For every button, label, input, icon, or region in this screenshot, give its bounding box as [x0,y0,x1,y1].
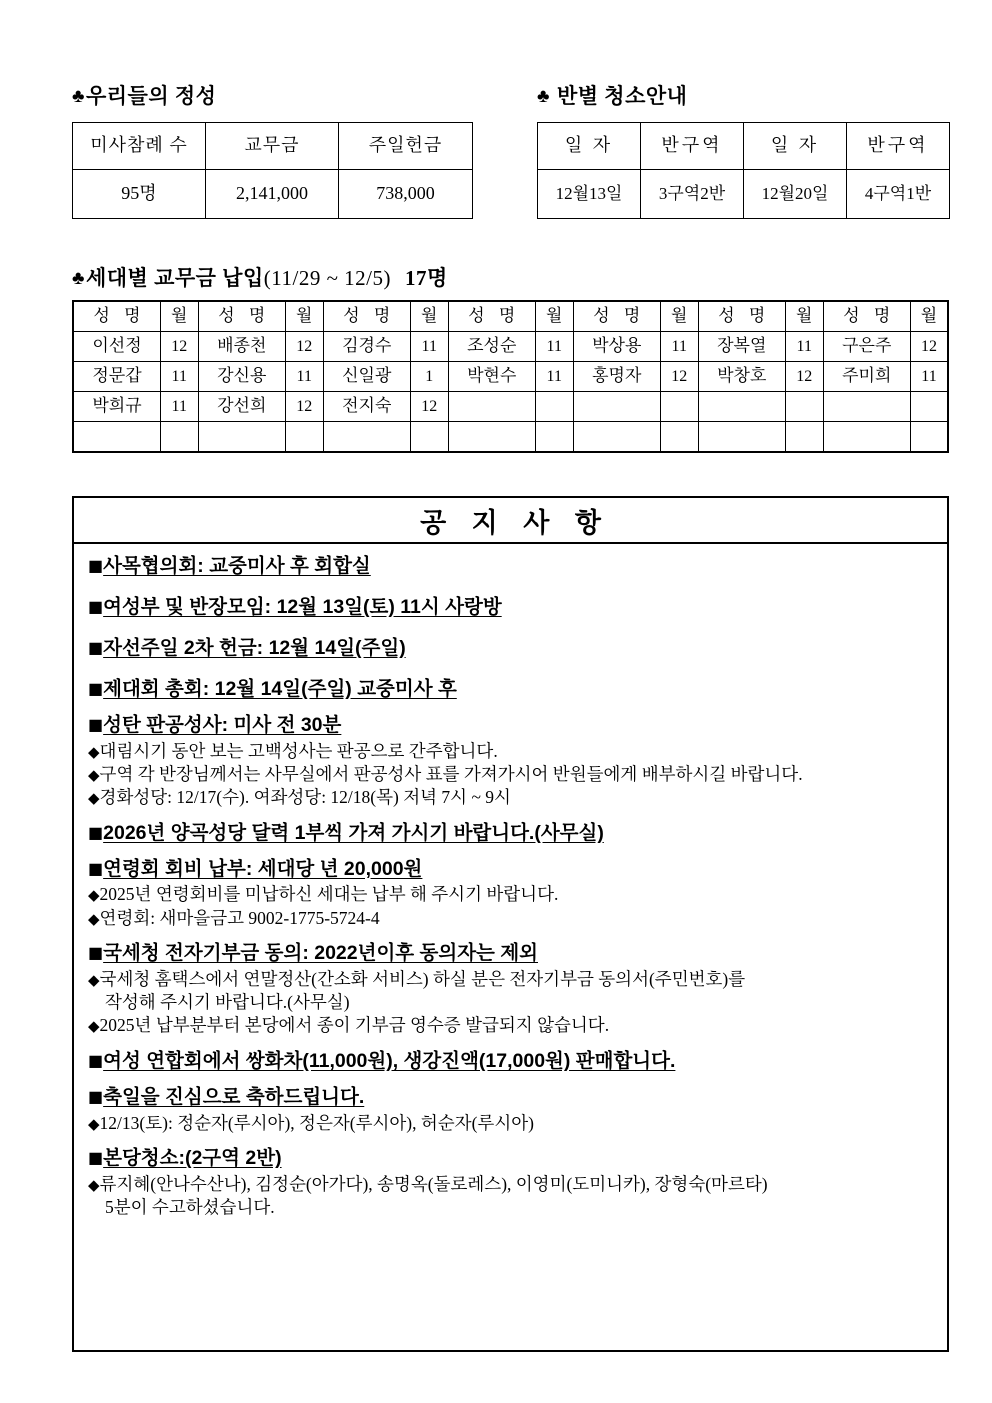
dues-cell-name [823,422,911,453]
notice-heading [88,554,947,579]
dues-cell-name: 정문갑 [73,362,161,392]
notice-heading [88,821,947,846]
dues-cell-month: 11 [161,362,199,392]
notice-subitem [88,740,947,763]
diamond-bullet-icon: ◆ [88,742,100,761]
diamond-bullet-icon: ◆ [88,1114,100,1133]
dues-heading [72,262,448,292]
dues-cell-month: 11 [786,332,824,362]
cleaning-value-zone-1: 3구역2반 [641,170,744,219]
dues-cell-month [786,422,824,453]
square-bullet-icon: ■ [88,1050,104,1070]
table-row [73,332,948,362]
notice-subitem [88,991,947,1014]
dues-header-name-1: 성 명 [73,301,161,332]
table-row [73,170,473,219]
dues-cell-name: 이선정 [73,332,161,362]
dues-header-month-4: 월 [536,301,574,332]
dues-cell-month [911,422,949,453]
notice-subitem-text: 2025년 연령회비를 미납하신 세대는 납부 해 주시기 바랍니다. [99,884,559,905]
dues-header-month-1: 월 [161,301,199,332]
square-bullet-icon: ■ [88,1147,104,1167]
dues-cell-name [323,422,411,453]
table-row [73,422,948,453]
square-bullet-icon: ■ [88,637,104,657]
dues-cell-name: 박창호 [698,362,786,392]
table-row [538,170,950,219]
dues-cell-month: 12 [661,362,699,392]
cleaning-heading-text: 반별 청소안내 [556,84,688,108]
table-row [538,123,950,170]
notice-subitem-text: 연령회: 새마을금고 9002-1775-5724-4 [99,907,380,928]
dues-cell-name: 홍명자 [573,362,661,392]
notice-heading-text: 국세청 전자기부금 동의: 2022년이후 동의자는 제외 [103,942,538,964]
offerings-header-sunday-collection: 주일헌금 [339,123,473,170]
dues-header-name-3: 성 명 [323,301,411,332]
diamond-bullet-icon: ◆ [88,766,100,785]
notice-subitem-text: 경화성당: 12/17(수). 여좌성당: 12/18(목) 저녁 7시 ~ 9시 [99,787,511,808]
dues-cell-month: 11 [911,362,949,392]
dues-cell-name [73,422,161,453]
notice-heading [88,857,947,882]
notice-subitem [88,883,947,906]
dues-cell-month: 11 [286,362,324,392]
notice-subitem [88,907,947,930]
notice-subitem-text: 2025년 납부분부터 본당에서 종이 기부금 영수증 발급되지 않습니다. [99,1015,610,1036]
offerings-value-attendance: 95명 [73,170,206,219]
dues-header-month-6: 월 [786,301,824,332]
offerings-header-dues: 교무금 [206,123,339,170]
notice-subitem-text: 류지혜(안나수산나), 김정순(아가다), 송명옥(돌로레스), 이영미(도미니카), 장형숙(마르타) [99,1173,768,1194]
dues-cell-name: 배종천 [198,332,286,362]
notice-subitem [88,1112,947,1135]
dues-cell-name: 박현수 [448,362,536,392]
offerings-value-dues: 2,141,000 [206,170,339,219]
dues-cell-month: 11 [411,332,449,362]
dues-cell-name: 구은주 [823,332,911,362]
notice-heading-text: 연령회 회비 납부: 세대당 년 20,000원 [103,857,423,880]
cleaning-header-zone-2: 반구역 [847,123,950,170]
offerings-table [72,122,473,219]
dues-cell-name [448,392,536,422]
square-bullet-icon: ■ [88,1086,104,1106]
notice-heading-text: 축일을 진심으로 축하드립니다. [103,1085,365,1108]
diamond-bullet-icon: ◆ [88,886,100,905]
notice-subitem-text: 대림시기 동안 보는 고백성사는 판공으로 간주합니다. [99,740,498,761]
dues-cell-name [698,422,786,453]
club-icon: ♣ [72,86,85,107]
offerings-heading [72,80,216,110]
dues-cell-name [448,422,536,453]
dues-cell-name [573,392,661,422]
dues-table [72,300,949,453]
dues-cell-month: 12 [411,392,449,422]
notice-subitem-text: 5분이 수고하셨습니다. [105,1197,275,1218]
table-row [73,392,948,422]
club-icon: ♣ [537,86,550,107]
diamond-bullet-icon: ◆ [88,1017,100,1036]
diamond-bullet-icon: ◆ [88,970,100,989]
dues-cell-month [911,392,949,422]
square-bullet-icon: ■ [88,943,104,962]
dues-cell-name [698,392,786,422]
notice-heading-text: 2026년 양곡성당 달력 1부씩 가져 가시기 바랍니다.(사무실) [103,821,604,844]
dues-cell-name: 김경수 [323,332,411,362]
offerings-heading-text: 우리들의 정성 [85,84,217,108]
dues-header-name-2: 성 명 [198,301,286,332]
dues-cell-name: 주미희 [823,362,911,392]
square-bullet-icon: ■ [88,556,104,575]
dues-cell-month: 12 [161,332,199,362]
dues-cell-month [286,422,324,453]
dues-header-month-2: 월 [286,301,324,332]
notice-title-bar [74,498,947,544]
dues-heading-period: (11/29 ~ 12/5) [263,266,392,290]
dues-header-month-3: 월 [411,301,449,332]
diamond-bullet-icon: ◆ [88,1175,100,1194]
notice-subitem [88,968,947,991]
notice-subitem-text: 작성해 주시기 바랍니다.(사무실) [105,992,350,1013]
notice-heading-text: 성탄 판공성사: 미사 전 30분 [103,713,342,736]
square-bullet-icon: ■ [88,822,104,842]
dues-cell-name: 조성순 [448,332,536,362]
cleaning-heading [537,80,687,110]
notice-body [74,544,947,1219]
cleaning-value-date-1: 12월13일 [538,170,641,219]
notice-subitem [88,763,947,786]
notice-heading-text: 사목협의회: 교중미사 후 회합실 [103,555,371,577]
notice-subitem [88,1196,947,1219]
notice-heading [88,713,947,738]
dues-cell-name: 강신용 [198,362,286,392]
dues-cell-month [536,422,574,453]
table-header-row [73,301,948,332]
dues-cell-month: 11 [536,362,574,392]
square-bullet-icon: ■ [88,858,104,878]
dues-cell-month [786,392,824,422]
dues-cell-month [661,422,699,453]
dues-heading-count: 17명 [405,266,448,290]
notice-heading-text: 자선주일 2차 헌금: 12월 14일(주일) [103,636,406,659]
cleaning-header-zone-1: 반구역 [641,123,744,170]
notice-subitem-text: 구역 각 반장님께서는 사무실에서 판공성사 표를 가져가시어 반원들에게 배부하시길 바랍니다. [99,764,803,785]
dues-heading-text: 세대별 교무금 납입 [85,266,264,290]
notice-heading [88,941,947,966]
table-row [73,362,948,392]
dues-cell-month: 12 [911,332,949,362]
cleaning-header-date-1: 일 자 [538,123,641,170]
notice-heading-text: 여성부 및 반장모임: 12월 13일(토) 11시 사랑방 [103,595,502,618]
dues-cell-month [411,422,449,453]
dues-cell-month: 11 [161,392,199,422]
notice-heading [88,1085,947,1110]
diamond-bullet-icon: ◆ [88,909,100,928]
table-row [73,123,473,170]
dues-cell-month [536,392,574,422]
dues-cell-name: 전지숙 [323,392,411,422]
dues-header-month-7: 월 [911,301,949,332]
dues-cell-month: 12 [286,392,324,422]
dues-cell-month: 11 [661,332,699,362]
square-bullet-icon: ■ [88,596,104,616]
dues-cell-name: 신일광 [323,362,411,392]
offerings-value-sunday-collection: 738,000 [339,170,473,219]
notice-subitem [88,1173,947,1196]
dues-header-name-4: 성 명 [448,301,536,332]
notice-subitem [88,786,947,809]
dues-cell-name [198,422,286,453]
notice-heading-text: 제대회 총회: 12월 14일(주일) 교중미사 후 [103,677,457,700]
notice-heading [88,1146,947,1171]
dues-header-name-5: 성 명 [573,301,661,332]
notice-heading [88,677,947,702]
cleaning-value-date-2: 12월20일 [744,170,847,219]
dues-cell-month [661,392,699,422]
square-bullet-icon: ■ [88,714,104,734]
dues-cell-month: 12 [786,362,824,392]
dues-header-name-6: 성 명 [698,301,786,332]
notice-box [72,496,949,1352]
notice-subitem [88,1014,947,1037]
notice-heading [88,636,947,661]
square-bullet-icon: ■ [88,678,104,698]
dues-cell-month: 12 [286,332,324,362]
dues-cell-month: 1 [411,362,449,392]
offerings-header-attendance: 미사참례 수 [73,123,206,170]
dues-cell-month: 11 [536,332,574,362]
notice-heading [88,595,947,620]
dues-cell-name: 박상용 [573,332,661,362]
notice-heading [88,1049,947,1074]
cleaning-header-date-2: 일 자 [744,123,847,170]
notice-subitem-text: 국세청 홈택스에서 연말정산(간소화 서비스) 하실 분은 전자기부금 동의서(주민번호)를 [99,968,746,989]
cleaning-table [537,122,950,219]
dues-cell-name: 강선희 [198,392,286,422]
cleaning-value-zone-2: 4구역1반 [847,170,950,219]
dues-header-name-7: 성 명 [823,301,911,332]
diamond-bullet-icon: ◆ [88,789,100,808]
dues-cell-month [161,422,199,453]
dues-cell-name: 장복열 [698,332,786,362]
club-icon: ♣ [72,268,85,289]
dues-cell-name: 박희규 [73,392,161,422]
notice-heading-text: 본당청소:(2구역 2반) [103,1146,282,1169]
dues-cell-name [573,422,661,453]
dues-header-month-5: 월 [661,301,699,332]
page-title: 공 지 사 항 [420,507,610,538]
notice-subitem-text: 12/13(토): 정순자(루시아), 정은자(루시아), 허순자(루시아) [99,1112,534,1133]
dues-cell-name [823,392,911,422]
notice-heading-text: 여성 연합회에서 쌍화차(11,000원), 생강진액(17,000원) 판매합니다. [103,1049,676,1072]
